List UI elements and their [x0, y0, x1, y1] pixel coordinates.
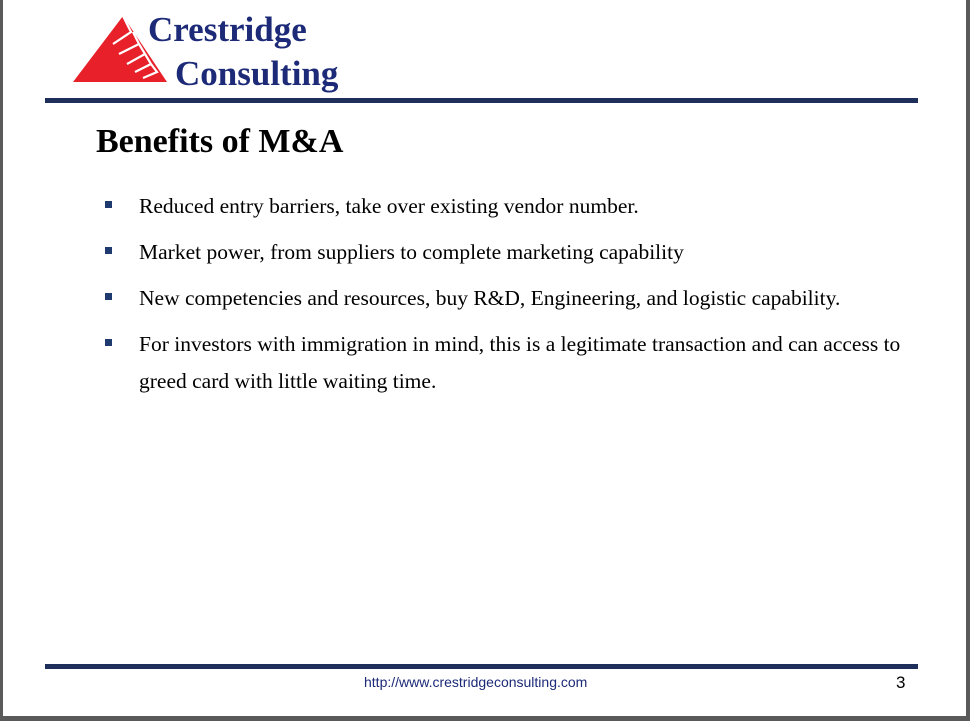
- slide-title: Benefits of M&A: [96, 123, 344, 160]
- bullet-text: New competencies and resources, buy R&D, Engineering, and logistic capability.: [139, 286, 841, 310]
- footer-divider: [45, 664, 918, 669]
- bullet-text: Market power, from suppliers to complete marketing capability: [139, 240, 684, 264]
- bullet-text: Reduced entry barriers, take over existing vendor number.: [139, 194, 639, 218]
- logo-text-line1: Crestridge: [148, 10, 307, 49]
- bullet-text: For investors with immigration in mind, this is a legitimate transaction and can access to greed card with little waiting time.: [139, 332, 901, 393]
- viewer-frame-bottom: [0, 716, 970, 721]
- bullet-square-icon: [105, 247, 112, 254]
- footer-url: http://www.crestridgeconsulting.com: [364, 674, 588, 690]
- bullet-item: [103, 188, 913, 225]
- bullet-item: [103, 234, 913, 271]
- header-divider: [45, 98, 918, 103]
- bullet-square-icon: [105, 293, 112, 300]
- bullet-item: [103, 280, 913, 317]
- logo-text-line2: Consulting: [175, 54, 339, 93]
- document-page: [3, 0, 966, 716]
- bullet-list: [103, 188, 913, 409]
- bullet-square-icon: [105, 339, 112, 346]
- viewer-frame-right: [966, 0, 970, 721]
- bullet-item: [103, 326, 913, 400]
- page-number: 3: [896, 673, 906, 692]
- bullet-square-icon: [105, 201, 112, 208]
